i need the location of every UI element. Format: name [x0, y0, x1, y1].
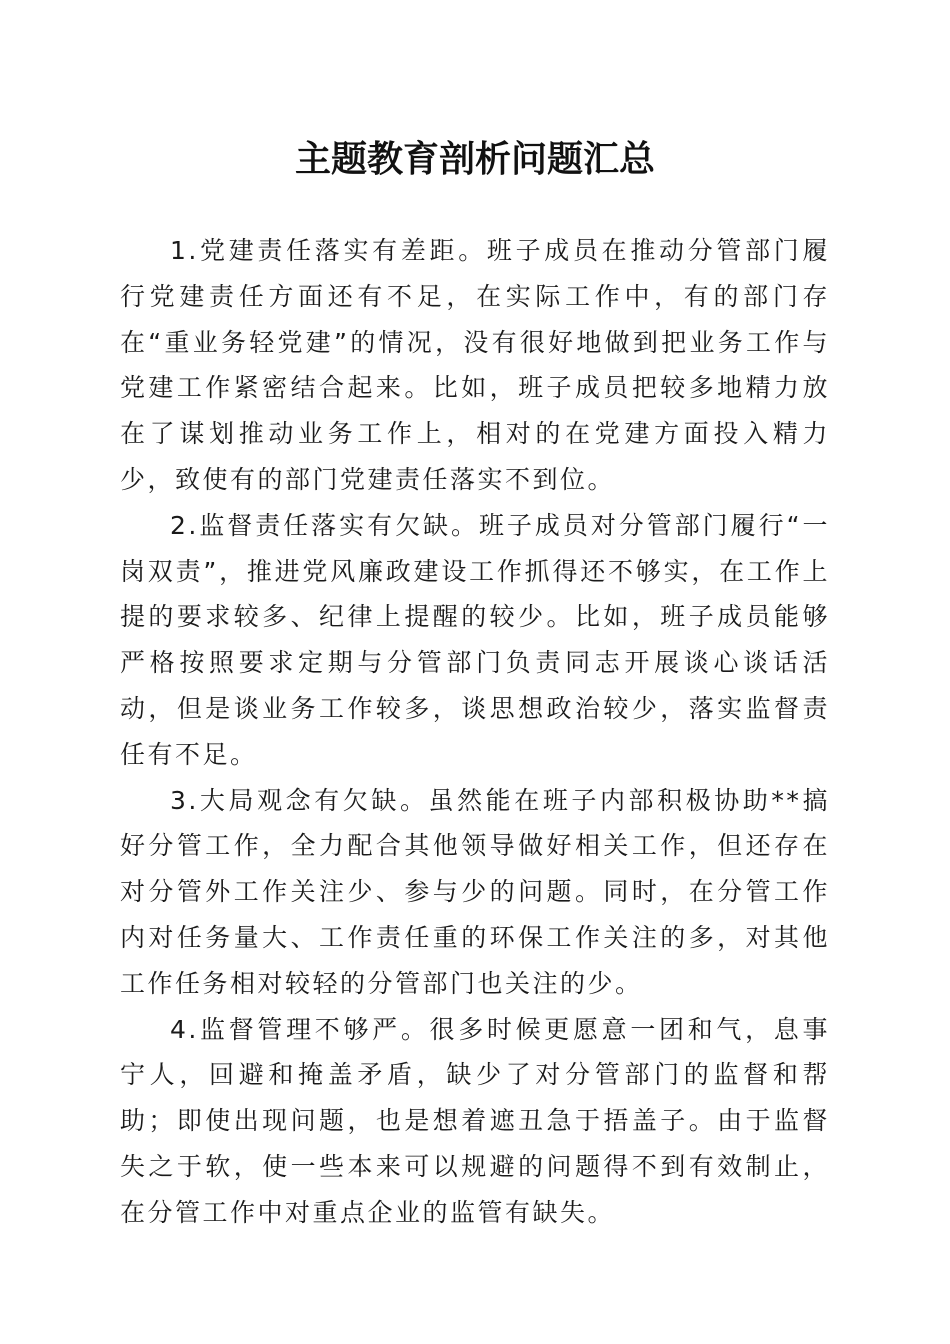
paragraph-3: 3.大局观念有欠缺。虽然能在班子内部积极协助**搞好分管工作，全力配合其他领导做好相关工作，但还存在对分管外工作关注少、参与少的问题。同时，在分管工作内对任务量大、工作责任重的环保工作关注的多，对其他工作任务相对较轻的分管部门也关注的少。 — [120, 785, 830, 998]
paragraph-4: 4.监督管理不够严。很多时候更愿意一团和气，息事宁人，回避和掩盖矛盾，缺少了对分管部门的监督和帮助；即使出现问题，也是想着遮丑急于捂盖子。由于监督失之于软，使一些本来可以规避的问题得不到有效制止，在分管工作中对重点企业的监管有缺失。 — [120, 1014, 830, 1227]
paragraph-2: 2.监督责任落实有欠缺。班子成员对分管部门履行“一岗双责”，推进党风廉政建设工作抓得还不够实，在工作上提的要求较多、纪律上提醒的较少。比如，班子成员能够严格按照要求定期与分管部门负责同志开展谈心谈话活动，但是谈业务工作较多，谈思想政治较少，落实监督责任有不足。 — [120, 510, 830, 769]
document-title: 主题教育剖析问题汇总 — [294, 138, 655, 180]
document-body — [120, 228, 830, 1236]
paragraph-1: 1.党建责任落实有差距。班子成员在推动分管部门履行党建责任方面还有不足，在实际工作中，有的部门存在“重业务轻党建”的情况，没有很好地做到把业务工作与党建工作紧密结合起来。比如，班子成员把较多地精力放在了谋划推动业务工作上，相对的在党建方面投入精力少，致使有的部门党建责任落实不到位。 — [120, 236, 830, 494]
